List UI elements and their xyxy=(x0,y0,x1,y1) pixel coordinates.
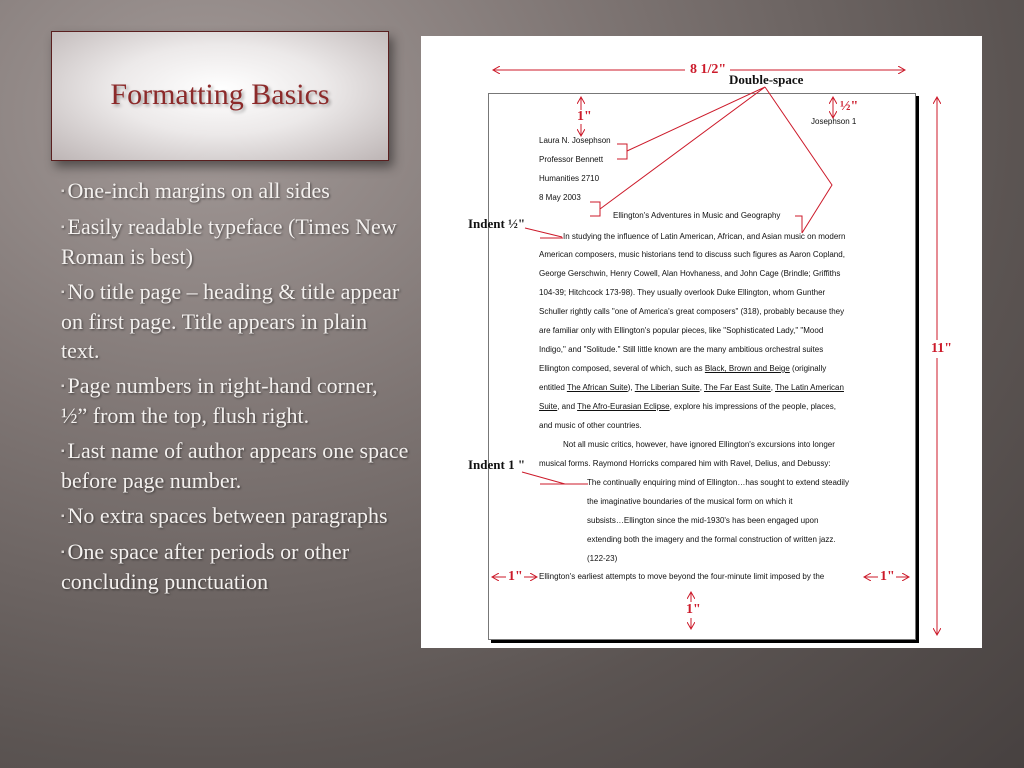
body-line xyxy=(539,288,825,298)
work-title: The Afro-Eurasian Eclipse xyxy=(577,402,670,411)
block-quote-line: extending both the imagery and the formal construction of written jazz. xyxy=(587,535,836,544)
text-segment: and music of other countries. xyxy=(539,421,642,430)
bullet-item xyxy=(61,176,409,206)
slide-title: Formatting Basics xyxy=(110,78,330,111)
bullet-text: Last name of author appears one space before page number. xyxy=(61,438,409,493)
body-line xyxy=(563,440,835,450)
text-segment: are familiar only with Ellington's popular pieces, like "Sophisticated Lady," "Mood xyxy=(539,326,824,335)
width-label: 8 1/2" xyxy=(690,62,727,77)
left-margin-label: 1" xyxy=(508,569,523,584)
bullet-text: No title page – heading & title appear on first page. Title appears in plain text. xyxy=(61,279,400,363)
bullet-item xyxy=(61,371,409,430)
heading-line: Humanities 2710 xyxy=(539,174,600,183)
block-quote-line: subsists…Ellington since the mid-1930's has been engaged upon xyxy=(587,516,819,525)
body-line xyxy=(539,326,823,336)
heading-line: Professor Bennett xyxy=(539,155,604,164)
text-segment: George Gerschwin, Henry Cowell, Alan Hovhaness, and John Cage (Brindle; Griffiths xyxy=(539,269,841,278)
text-segment: , and xyxy=(557,402,578,411)
bullet-list xyxy=(61,176,409,602)
work-title: The Far East Suite xyxy=(704,383,771,392)
bullet-text: One-inch margins on all sides xyxy=(67,178,330,203)
double-space-label: Double-space xyxy=(729,72,804,87)
text-segment: Schuller rightly calls "one of America's great composers" (318), probably because they xyxy=(539,307,845,316)
bullet-text: One space after periods or other concluding punctuation xyxy=(61,539,350,594)
text-segment: , explore his impressions of the people, places, xyxy=(669,402,836,411)
block-quote-line: The continually enquiring mind of Ellington…has sought to extend steadily xyxy=(587,478,849,487)
paper-title: Ellington's Adventures in Music and Geography xyxy=(613,211,781,220)
text-segment: , xyxy=(699,383,705,392)
body-line xyxy=(539,421,642,431)
title-box xyxy=(51,31,389,161)
text-segment: , xyxy=(770,383,776,392)
text-segment: (originally xyxy=(789,364,827,373)
body-line xyxy=(539,307,844,317)
work-title: The African Suite xyxy=(566,383,628,392)
bullet-text: Page numbers in right-hand corner, ½” from the top, flush right. xyxy=(61,373,378,428)
bullet-icon: ▪ xyxy=(61,186,65,197)
body-line xyxy=(539,250,845,260)
bullet-item xyxy=(61,537,409,596)
body-line xyxy=(539,364,826,374)
body-line xyxy=(539,402,836,412)
bullet-icon: ▪ xyxy=(61,547,65,558)
indent-half-label: Indent ½" xyxy=(468,216,526,231)
bullet-icon: ▪ xyxy=(61,381,65,392)
height-label: 11" xyxy=(931,341,952,356)
text-segment: In studying the influence of Latin American, African, and Asian music on modern xyxy=(563,232,846,241)
body-line xyxy=(539,383,844,393)
heading-line: 8 May 2003 xyxy=(539,193,581,202)
block-quote-line: the imaginative boundaries of the musical form on which it xyxy=(587,497,793,506)
body-line xyxy=(539,459,831,469)
work-title: Suite xyxy=(539,402,558,411)
body-line xyxy=(539,269,840,279)
bullet-item xyxy=(61,501,409,531)
bottom-margin-label: 1" xyxy=(686,602,701,617)
page-number-header: Josephson 1 xyxy=(811,117,857,126)
block-quote-line: (122-23) xyxy=(587,554,618,563)
bullet-text: No extra spaces between paragraphs xyxy=(67,503,388,528)
right-margin-label: 1" xyxy=(880,569,895,584)
text-segment: ), xyxy=(627,383,635,392)
text-segment: Indigo," and "Solitude." Still little known are the many ambitious orchestral suites xyxy=(539,345,824,354)
text-segment: musical forms. Raymond Horricks compared him with Ravel, Delius, and Debussy: xyxy=(539,459,831,468)
bullet-item xyxy=(61,212,409,271)
text-segment: entitled xyxy=(539,383,567,392)
indent-one-label: Indent 1 " xyxy=(468,457,526,472)
top-margin-label: 1" xyxy=(577,109,592,124)
body-line xyxy=(563,232,845,242)
bullet-icon: ▪ xyxy=(61,222,65,233)
work-title: Black, Brown and Beige xyxy=(704,364,790,373)
heading-line: Laura N. Josephson xyxy=(539,136,611,145)
bullet-icon: ▪ xyxy=(61,287,65,298)
bullet-item xyxy=(61,436,409,495)
bullet-icon: ▪ xyxy=(61,446,65,457)
bullet-text: Easily readable typeface (Times New Roman is best) xyxy=(61,214,397,269)
body-line xyxy=(539,345,823,355)
bullet-icon: ▪ xyxy=(61,511,65,522)
work-title: The Liberian Suite xyxy=(634,383,700,392)
header-margin-label: ½" xyxy=(840,99,859,114)
bullet-item xyxy=(61,277,409,365)
last-line: Ellington's earliest attempts to move beyond the four-minute limit imposed by the xyxy=(539,572,825,581)
text-segment: American composers, music historians tend to discuss such figures as Aaron Copland, xyxy=(539,250,845,259)
text-segment: Ellington composed, several of which, such as xyxy=(539,364,705,373)
work-title: The Latin American xyxy=(775,383,844,392)
text-segment: Not all music critics, however, have ignored Ellington's excursions into longer xyxy=(563,440,835,449)
text-segment: 104-39; Hitchcock 173-98). They usually overlook Duke Ellington, whom Gunther xyxy=(539,288,826,297)
